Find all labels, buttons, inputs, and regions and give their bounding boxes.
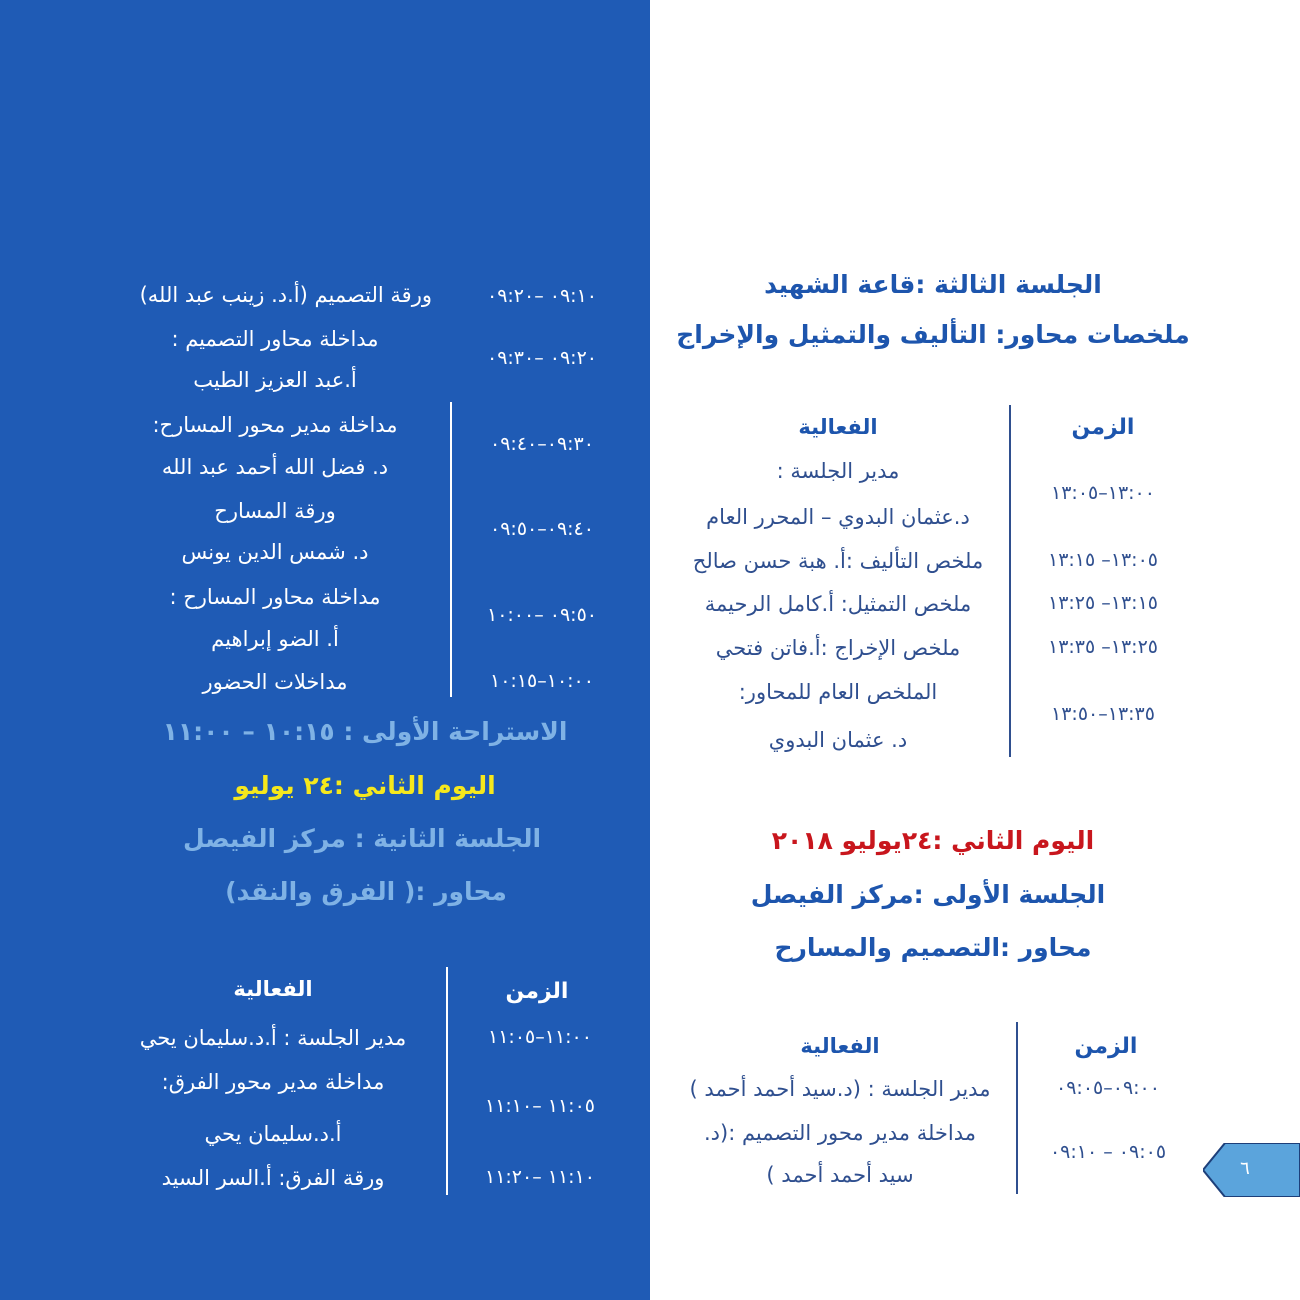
session3-row1-line1: مدير الجلسة : — [776, 459, 900, 483]
day2-axis: محاور :التصميم والمسارح — [774, 933, 1092, 962]
left-row4-line2: د. شمس الدين يونس — [181, 540, 369, 564]
left2-row2-line1: مداخلة مدير محور الفرق: — [161, 1070, 385, 1094]
left-row4-time: ٠٩:٤٠–٠٩:٥٠ — [490, 518, 594, 540]
session3-row5-time: ١٣:٣٥–١٣:٥٠ — [1051, 703, 1155, 725]
day2-row2-line2: سيد أحمد أحمد ) — [766, 1163, 914, 1187]
session3-header-activity: الفعالية — [798, 415, 878, 439]
left-axis2: محاور :( الفرق والنقد) — [225, 877, 507, 906]
session3-row2-activity: ملخص التأليف :أ. هبة حسن صالح — [692, 549, 984, 573]
left-row5-time: ٠٩:٥٠ –١٠:٠٠ — [486, 604, 598, 626]
left-row6-time: ١٠:٠٠–١٠:١٥ — [490, 670, 594, 692]
left-header-time: الزمن — [505, 979, 569, 1004]
left-row3-line2: د. فضل الله أحمد عبد الله — [161, 455, 389, 479]
day2-session1: الجلسة الأولى :مركز الفيصل — [750, 880, 1106, 909]
left2-row3-time: ١١:١٠ –١١:٢٠ — [484, 1166, 596, 1188]
session3-row5-line2: د. عثمان البدوي — [768, 728, 908, 752]
left-row5-line2: أ. الضو إبراهيم — [211, 627, 339, 651]
day2-row1-activity: مدير الجلسة : (د.سيد أحمد أحمد ) — [689, 1077, 991, 1101]
session3-subtitle: ملخصات محاور: التأليف والتمثيل والإخراج — [676, 320, 1190, 349]
left2-row2-line2: أ.د.سليمان يحي — [204, 1122, 342, 1146]
session3-row1-time: ١٣:٠٠–١٣:٠٥ — [1051, 482, 1155, 504]
day2-row1-time: ٠٩:٠٠–٠٩:٠٥ — [1056, 1077, 1160, 1099]
break-text: الاستراحة الأولى : ١٠:١٥ – ١١:٠٠ — [162, 717, 568, 746]
day2-header-activity: الفعالية — [800, 1034, 880, 1058]
left-session2: الجلسة الثانية : مركز الفيصل — [182, 824, 542, 853]
left2-row2-time: ١١:٠٥ –١١:١٠ — [484, 1095, 596, 1117]
left-row6-activity: مداخلات الحضور — [202, 670, 348, 694]
session3-row4-time: ١٣:٢٥– ١٣:٣٥ — [1047, 636, 1159, 658]
left-row4-line1: ورقة المسارح — [214, 499, 336, 523]
day2-divider — [1016, 1022, 1018, 1194]
page-number-tab — [1203, 1143, 1300, 1197]
session3-row1-line2: د.عثمان البدوي – المحرر العام — [706, 505, 970, 529]
left-row1-time: ٠٩:١٠ –٠٩:٢٠ — [486, 285, 598, 307]
left-row2-time: ٠٩:٢٠ –٠٩:٣٠ — [486, 347, 598, 369]
left2-row3-activity: ورقة الفرق: أ.السر السيد — [161, 1166, 385, 1190]
session3-divider — [1009, 405, 1011, 757]
left-row2-line2: أ.عبد العزيز الطيب — [193, 368, 357, 392]
session3-row3-time: ١٣:١٥– ١٣:٢٥ — [1047, 592, 1159, 614]
left-row3-time: ٠٩:٣٠–٠٩:٤٠ — [490, 433, 594, 455]
session3-title: الجلسة الثالثة :قاعة الشهيد — [764, 270, 1102, 299]
left-header-activity: الفعالية — [233, 977, 313, 1001]
left-row3-line1: مداخلة مدير محور المسارح: — [152, 413, 398, 437]
left-row1-activity: ورقة التصميم (أ.د. زينب عبد الله) — [139, 283, 432, 307]
left2-row1-time: ١١:٠٠–١١:٠٥ — [488, 1026, 592, 1048]
session3-row2-time: ١٣:٠٥– ١٣:١٥ — [1047, 549, 1159, 571]
left-day2-title: اليوم الثاني :٢٤ يوليو — [234, 771, 496, 800]
left2-row1-activity: مدير الجلسة : أ.د.سليمان يحي — [139, 1026, 407, 1050]
left-top-divider — [450, 402, 452, 697]
day2-row2-time: ٠٩:٠٥ – ٠٩:١٠ — [1049, 1141, 1167, 1163]
page-number: ٦ — [1240, 1158, 1250, 1179]
left-bottom-divider — [446, 967, 448, 1195]
session3-row3-activity: ملخص التمثيل: أ.كامل الرحيمة — [704, 592, 972, 616]
session3-row5-line1: الملخص العام للمحاور: — [738, 680, 938, 704]
left-row5-line1: مداخلة محاور المسارح : — [169, 585, 381, 609]
day2-title: اليوم الثاني :٢٤يوليو ٢٠١٨ — [771, 826, 1095, 855]
left-row2-line1: مداخلة محاور التصميم : — [171, 327, 379, 351]
day2-header-time: الزمن — [1074, 1034, 1138, 1059]
session3-row4-activity: ملخص الإخراج :أ.فاتن فتحي — [715, 636, 961, 660]
session3-header-time: الزمن — [1071, 415, 1135, 440]
day2-row2-line1: مداخلة مدير محور التصميم :(د. — [703, 1121, 977, 1145]
